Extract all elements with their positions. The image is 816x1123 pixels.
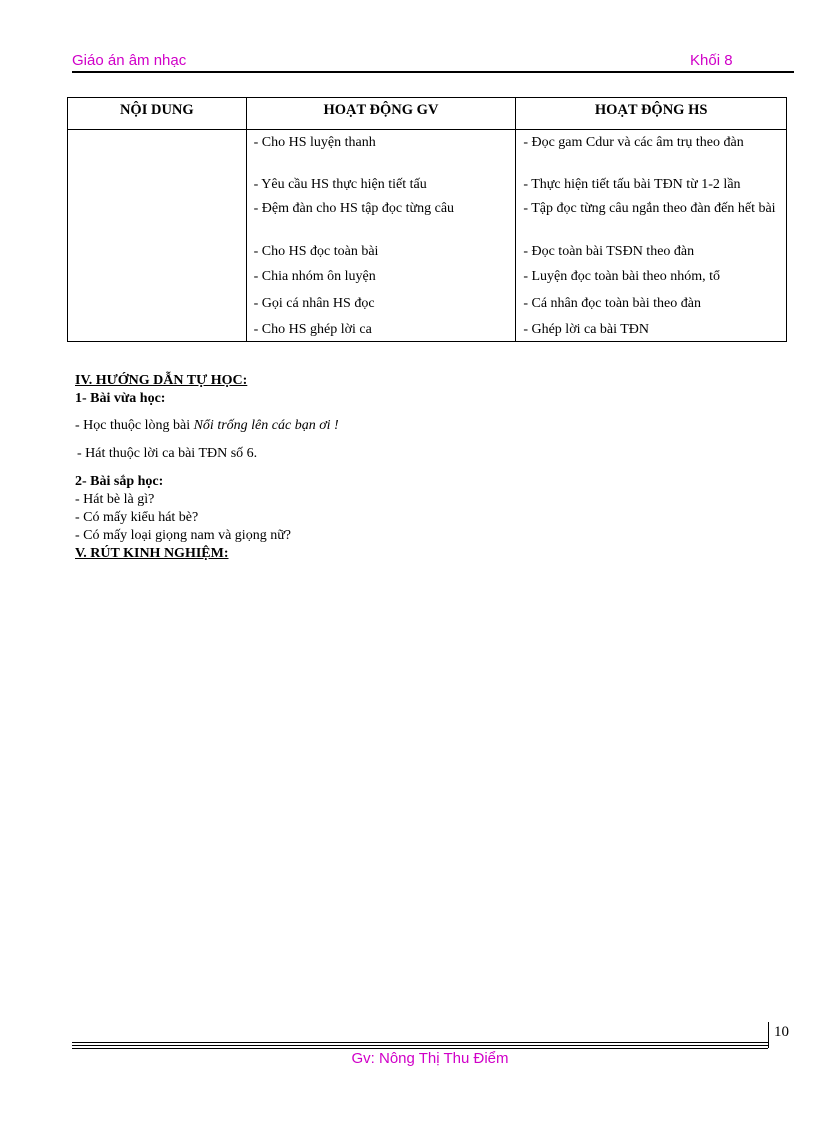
review-item-1	[75, 418, 339, 434]
hs-item: - Tập đọc từng câu ngắn theo đàn đến hết bài	[523, 201, 776, 216]
gv-item: - Đệm đàn cho HS tập đọc từng câu	[253, 201, 455, 216]
subsection-bai-sap-hoc: 2- Bài sắp học:	[75, 474, 164, 489]
hs-item: - Cá nhân đọc toàn bài theo đàn	[523, 296, 701, 311]
hs-cell	[516, 130, 787, 342]
gv-item: - Cho HS luyện thanh	[253, 135, 376, 150]
page-number-divider	[768, 1022, 769, 1048]
header-hoat-dong-gv: HOẠT ĐỘNG GV	[246, 98, 516, 130]
hs-item: - Ghép lời ca bài TĐN	[523, 322, 650, 337]
hs-item: - Đọc gam Cdur và các âm trụ theo đàn	[523, 135, 744, 150]
table-header-row	[68, 98, 787, 130]
gv-item: - Yêu cầu HS thực hiện tiết tấu	[253, 177, 427, 192]
lesson-table	[67, 97, 787, 342]
song-title: Nổi trống lên các bạn ơi !	[193, 418, 339, 433]
question-3: - Có mấy loại giọng nam và giọng nữ?	[75, 528, 291, 543]
page-header	[72, 52, 794, 72]
gv-item: - Gọi cá nhân HS đọc	[253, 296, 375, 311]
gv-cell	[246, 130, 516, 342]
gv-item: - Chia nhóm ôn luyện	[253, 269, 376, 284]
footer-rule	[72, 1048, 768, 1049]
header-noi-dung: NỘI DUNG	[68, 98, 247, 130]
hs-item: - Luyện đọc toàn bài theo nhóm, tổ	[523, 269, 721, 284]
review-item-1-prefix: - Học thuộc lòng bài	[75, 418, 194, 433]
question-1: - Hát bè là gì?	[75, 492, 155, 507]
footer-rule	[72, 1045, 768, 1046]
header-subject: Giáo án âm nhạc	[72, 52, 187, 69]
footer-author: Gv: Nông Thị Thu Điểm	[351, 1050, 509, 1067]
section-iv-title: IV. HƯỚNG DẪN TỰ HỌC:	[75, 373, 248, 388]
hs-item: - Thực hiện tiết tấu bài TĐN từ 1-2 lần	[523, 177, 741, 192]
page-number: 10	[774, 1024, 789, 1040]
review-item-2: - Hát thuộc lời ca bài TĐN số 6.	[77, 446, 258, 461]
gv-item: - Cho HS ghép lời ca	[253, 322, 372, 337]
hs-item: - Đọc toàn bài TSĐN theo đàn	[523, 244, 695, 259]
gv-item: - Cho HS đọc toàn bài	[253, 244, 379, 259]
noi-dung-cell	[68, 130, 247, 342]
header-hoat-dong-hs: HOẠT ĐỘNG HS	[516, 98, 787, 130]
header-grade: Khối 8	[690, 52, 733, 69]
header-rule	[72, 71, 794, 73]
footer-rule	[72, 1042, 768, 1043]
table-body-row	[68, 130, 787, 342]
section-v-title: V. RÚT KINH NGHIỆM:	[75, 546, 229, 561]
question-2: - Có mấy kiểu hát bè?	[75, 510, 199, 525]
subsection-bai-vua-hoc: 1- Bài vừa học:	[75, 391, 166, 406]
